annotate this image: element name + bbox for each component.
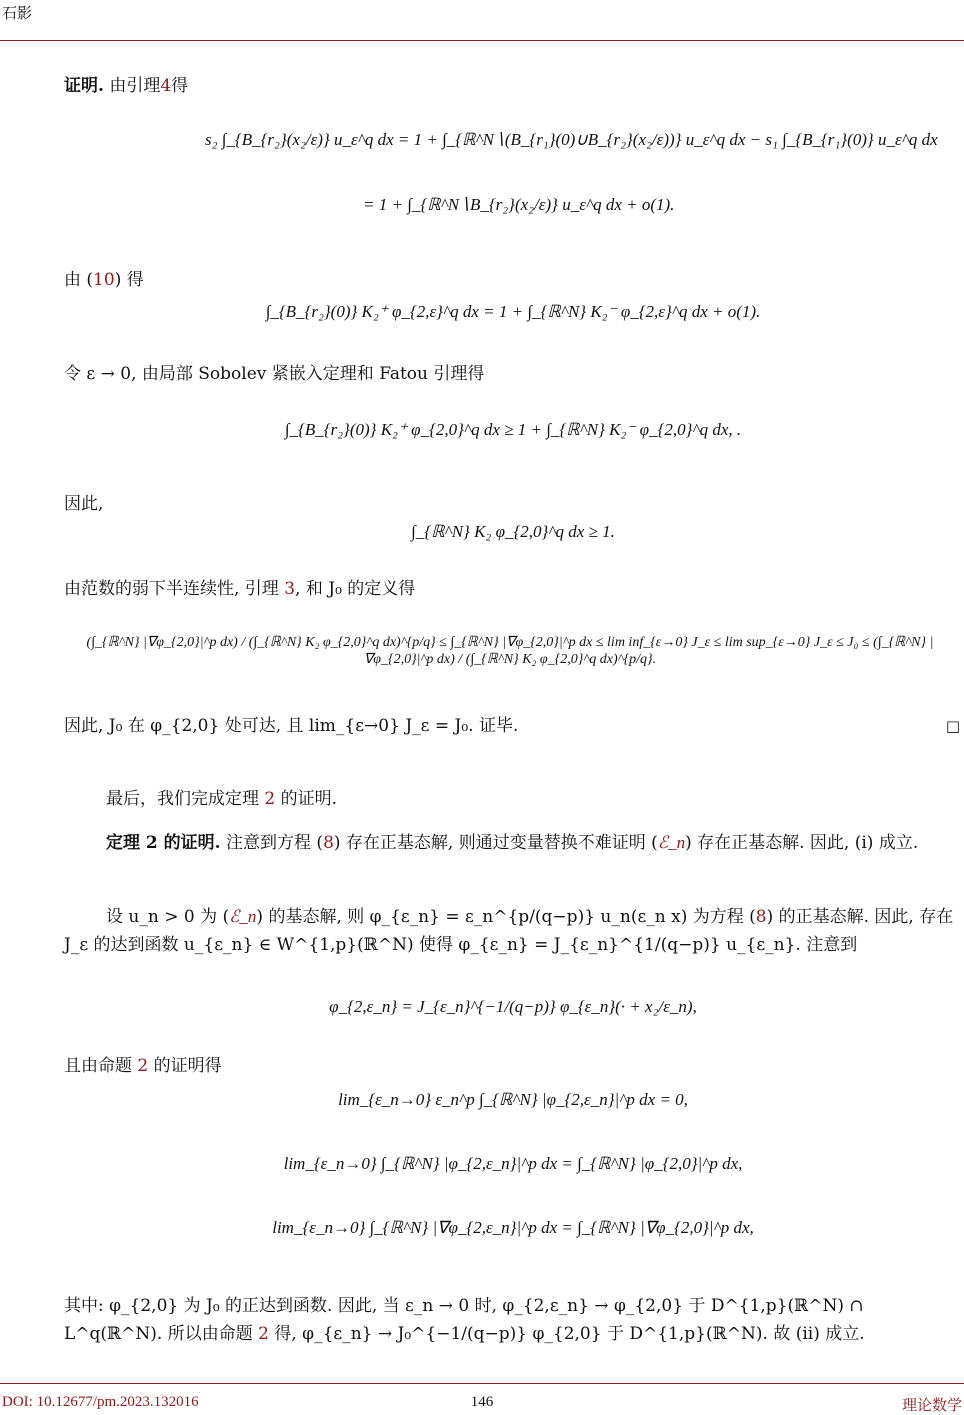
final-part1: 其中: φ_{2,0} 为 J₀ 的正达到函数. 因此, 当 ε_n → 0 时, φ_{2,ε_n} → φ_{2,0} 于 D^{1,p}(ℝ^N) ∩ L^q(ℝ^N). 所以由命题 xyxy=(64,1296,864,1344)
finally-line xyxy=(64,785,962,813)
by-ref-suffix: ) 得 xyxy=(114,270,144,290)
eq8-ref-link[interactable]: 8 xyxy=(323,833,334,853)
p1-part3: ) 存在正基态解. 因此, (i) 成立. xyxy=(685,833,919,853)
header-author: 石影 xyxy=(2,4,33,22)
lemma-ref-link[interactable]: 4 xyxy=(160,76,172,96)
prop-prefix: 且由命题 xyxy=(64,1056,138,1076)
final-prop2-ref-link[interactable]: 2 xyxy=(258,1324,269,1344)
theorem2-ref-link[interactable]: 2 xyxy=(264,789,276,809)
equation-1-line-1: s₂ ∫_{B_{r₂}(x₂/ε)} u_ε^q dx = 1 + ∫_{ℝ^N∖(B_{r₁}(0)∪B_{r₂}(x₂/ε))} u_ε^q dx − s₁ ∫_{B_{r₁}(0)} u_ε^q dx xyxy=(205,130,938,149)
theorem2-proof-label-prefix: 定理 xyxy=(106,833,146,853)
footer-rule xyxy=(0,1383,964,1384)
p2-part2: ) 的基态解, 则 φ_{ε_n} = ε_n^{p/(q−p)} u_n(ε_n x) 为方程 ( xyxy=(256,907,756,927)
header-rule xyxy=(0,40,964,41)
prop-suffix: 的证明得 xyxy=(148,1056,222,1076)
lsc-line xyxy=(64,575,962,603)
p2-part1: 设 u_n > 0 为 ( xyxy=(106,907,230,927)
limit-text: 令 ε → 0, 由局部 Sobolev 紧嵌入定理和 Fatou 引理得 xyxy=(64,364,485,384)
theorem2-proof-paragraph-2 xyxy=(64,903,962,959)
proof-intro-text: 由引理 xyxy=(109,76,161,96)
lemma3-ref-link[interactable]: 3 xyxy=(284,579,296,599)
lsc-suffix: , 和 J₀ 的定义得 xyxy=(295,579,416,599)
finally-prefix: 最后，我们完成定理 xyxy=(106,789,265,809)
p2-En-ref-link[interactable]: ℰ_n xyxy=(229,907,257,926)
final-paragraph xyxy=(64,1292,962,1348)
final-part2: 得, φ_{ε_n} → J₀^{−1/(q−p)} φ_{2,0} 于 D^{1,p}(ℝ^N). 故 (ii) 成立. xyxy=(268,1324,865,1344)
proof-conclusion: 因此, J₀ 在 φ_{2,0} 处可达, 且 lim_{ε→0} J_ε = J₀. 证毕. xyxy=(64,716,519,736)
finally-suffix: 的证明. xyxy=(275,789,338,809)
theorem2-proof-label-num: 2 xyxy=(145,833,158,853)
equation-2: ∫_{B_{r₂}(0)} K₂⁺ φ_{2,ε}^q dx = 1 + ∫_{ℝ^N} K₂⁻ φ_{2,ε}^q dx + o(1). xyxy=(265,302,761,321)
equation-4: ∫_{ℝ^N} K₂ φ_{2,0}^q dx ≥ 1. xyxy=(411,522,615,541)
prop-line xyxy=(64,1052,962,1080)
theorem2-proof-label-suffix: 的证明. xyxy=(157,833,221,853)
equation-7b: lim_{ε_n→0} ∫_{ℝ^N} |φ_{2,ε_n}|^p dx = ∫_{ℝ^N} |φ_{2,0}|^p dx, xyxy=(283,1154,743,1173)
equation-1-line-2: = 1 + ∫_{ℝ^N∖B_{r₂}(x₂/ε)} u_ε^q dx + o(1). xyxy=(363,195,675,214)
prop2-ref-link[interactable]: 2 xyxy=(137,1056,149,1076)
therefore-text: 因此, xyxy=(64,494,104,514)
by-ref-prefix: 由 ( xyxy=(64,270,94,290)
proof-intro xyxy=(64,72,962,100)
equation-7c: lim_{ε_n→0} ∫_{ℝ^N} |∇φ_{2,ε_n}|^p dx = ∫_{ℝ^N} |∇φ_{2,0}|^p dx, xyxy=(272,1218,754,1237)
p1-part1: 注意到方程 ( xyxy=(220,833,324,853)
eq10-ref-link[interactable]: 10 xyxy=(93,270,115,290)
qed-symbol: □ xyxy=(945,717,960,735)
lsc-prefix: 由范数的弱下半连续性, 引理 xyxy=(64,579,285,599)
equation-7a: lim_{ε_n→0} ε_n^p ∫_{ℝ^N} |φ_{2,ε_n}|^p dx = 0, xyxy=(338,1090,688,1109)
proof-intro-tail: 得 xyxy=(171,76,189,96)
theorem2-proof-paragraph-1 xyxy=(64,829,962,857)
p2-eq8-ref-link[interactable]: 8 xyxy=(755,907,767,927)
equation-6: φ_{2,ε_n} = J_{ε_n}^{−1/(q−p)} φ_{ε_n}(· + x₂/ε_n), xyxy=(329,997,697,1016)
by-ref-line xyxy=(64,266,962,294)
footer-doi-link[interactable]: DOI: 10.12677/pm.2023.132016 xyxy=(2,1394,199,1410)
footer-journal-link[interactable]: 理论数学 xyxy=(901,1396,962,1414)
equation-3: ∫_{B_{r₂}(0)} K₂⁺ φ_{2,0}^q dx ≥ 1 + ∫_{ℝ^N} K₂⁻ φ_{2,0}^q dx, . xyxy=(284,420,742,439)
p2-part3: ) 的正基态解. 因此, 存在 J_ε 的达到函数 u_{ε_n} ∈ W^{1,p}(ℝ^N) 使得 φ_{ε_n} = J_{ε_n}^{1/(q−p)} u_{ε_n}. 注意到 xyxy=(64,907,954,955)
En-ref-link[interactable]: ℰ_n xyxy=(657,833,686,852)
proof-label: 证明. xyxy=(64,76,104,96)
equation-5: (∫_{ℝ^N} |∇φ_{2,0}|^p dx) / (∫_{ℝ^N} K₂ φ_{2,0}^q dx)^{p/q} ≤ ∫_{ℝ^N} |∇φ_{2,0}|^p dx ≤ lim inf_{ε→0} J_ε ≤ lim sup_{ε→0} J_ε ≤ J₀ ≤ (∫_{ℝ^N} |∇φ_{2,0}|^p dx) / (∫_{ℝ^N} K₂ φ_{2,0}^q dx)^{p/q}. xyxy=(86,635,934,667)
footer-page-number: 146 xyxy=(470,1394,494,1410)
p1-part2: ) 存在正基态解, 则通过变量替换不难证明 ( xyxy=(333,833,658,853)
